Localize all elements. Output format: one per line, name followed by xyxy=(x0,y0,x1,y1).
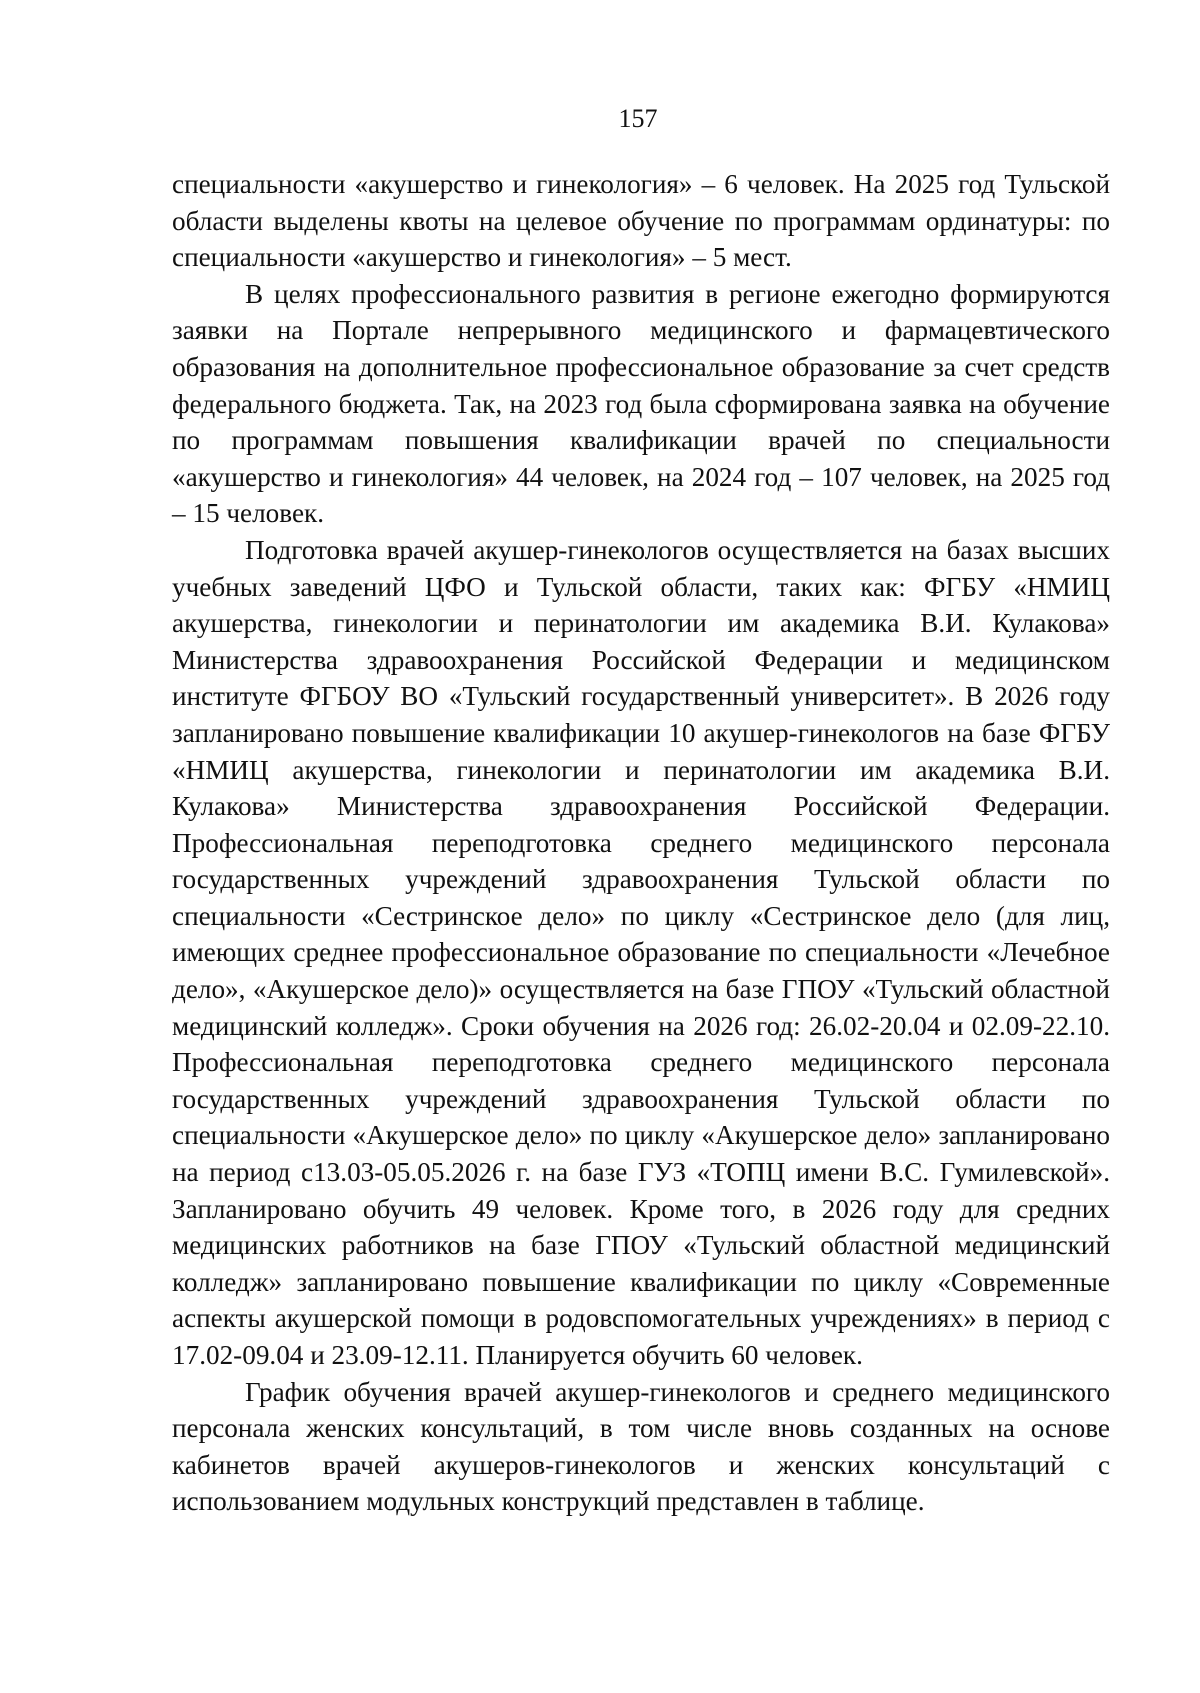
document-body xyxy=(172,166,1110,1520)
paragraph-continuation: специальности «акушерство и гинекология» – 6 человек. На 2025 год Тульской области выделены квоты на целевое обучение по программам ординатуры: по специальности «акушерство и гинекология» – 5 мест. xyxy=(172,169,1110,273)
paragraph-training-bases: Подготовка врачей акушер-гинекологов осуществляется на базах высших учебных заведений ЦФО и Тульской области, таких как: ФГБУ «НМИЦ акушерства, гинекологии и перинатологии им академика В.И. Кулакова» Министерства здравоохранения Российской Федерации и медицинском институте ФГБОУ ВО «Тульский государственный университет». В 2026 году запланировано повышение квалификации 10 акушер-гинекологов на базе ФГБУ «НМИЦ акушерства, гинекологии и перинатологии им академика В.И. Кулакова» Министерства здравоохранения Российской Федерации. Профессиональная переподготовка среднего медицинского персонала государственных учреждений здравоохранения Тульской области по специальности «Сестринское дело» по циклу «Сестринское дело (для лиц, имеющих среднее профессиональное образование по специальности «Лечебное дело», «Акушерское дело)» осуществляется на базе ГПОУ «Тульский областной медицинский колледж». Сроки обучения на 2026 год: 26.02-20.04 и 02.09-22.10. Профессиональная переподготовка среднего медицинского персонала государственных учреждений здравоохранения Тульской области по специальности «Акушерское дело» по циклу «Акушерское дело» запланировано на период с13.03-05.05.2026 г. на базе ГУЗ «ТОПЦ имени В.С. Гумилевской». Запланировано обучить 49 человек. Кроме того, в 2026 году для средних медицинских работников на базе ГПОУ «Тульский областной медицинский колледж» запланировано повышение квалификации по циклу «Современные аспекты акушерской помощи в родовспомогательных учреждениях» в период с 17.02-09.04 и 23.09-12.11. Планируется обучить 60 человек. xyxy=(172,534,1110,1370)
paragraph-training-schedule: График обучения врачей акушер-гинекологов и среднего медицинского персонала женских консультаций, в том числе вновь созданных на основе кабинетов врачей акушеров-гинекологов и женских консультаций с использованием модульных конструкций представлен в таблице. xyxy=(172,1376,1110,1517)
paragraph-professional-development: В целях профессионального развития в регионе ежегодно формируются заявки на Портале непрерывного медицинского и фармацевтического образования на дополнительное профессиональное образование за счет средств федерального бюджета. Так, на 2023 год была сформирована заявка на обучение по программам повышения квалификации врачей по специальности «акушерство и гинекология» 44 человек, на 2024 год – 107 человек, на 2025 год – 15 человек. xyxy=(172,278,1110,529)
page-number: 157 xyxy=(618,104,658,133)
